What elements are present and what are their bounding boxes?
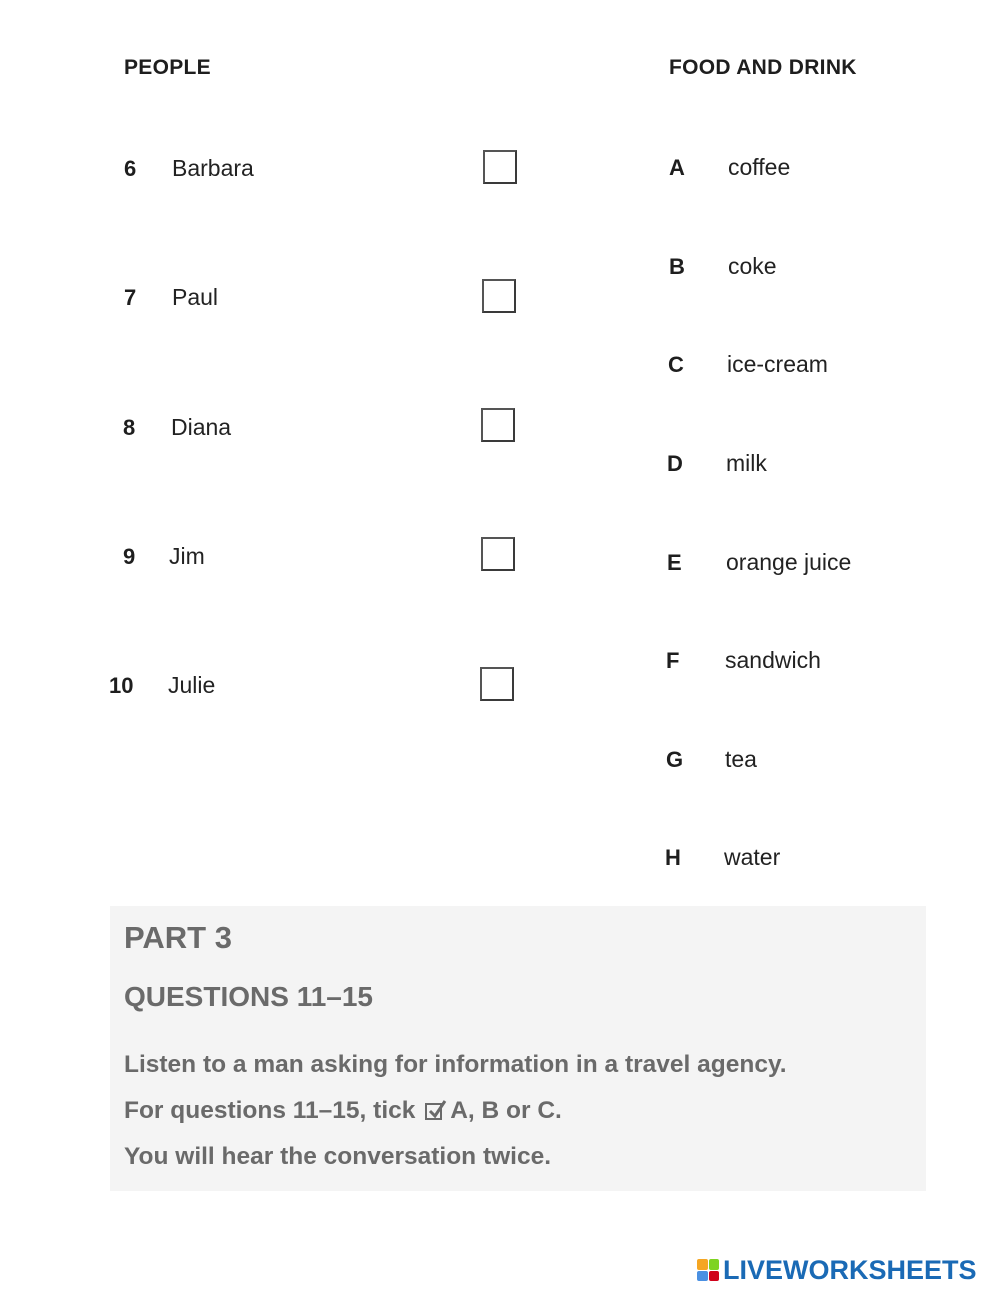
answer-box-9[interactable] — [481, 537, 515, 571]
person-name: Jim — [169, 543, 205, 569]
answer-box-6[interactable] — [483, 150, 517, 184]
part3-instruction-3: You will hear the conversation twice. — [124, 1143, 552, 1170]
part3-instruction-1: Listen to a man asking for information in a travel agency. — [124, 1051, 787, 1078]
question-number: 9 — [123, 544, 136, 569]
option-letter: F — [666, 648, 680, 673]
option-letter: A — [669, 155, 685, 180]
option-letter: E — [667, 550, 682, 575]
part3-instruction-2 — [124, 1097, 562, 1125]
option-letter: B — [669, 254, 685, 279]
food-item: ice-cream — [727, 351, 828, 377]
food-item: coke — [728, 253, 777, 279]
liveworksheets-logo[interactable] — [697, 1255, 977, 1285]
answer-box-7[interactable] — [482, 279, 516, 313]
person-name: Barbara — [172, 155, 254, 181]
tick-box-icon — [425, 1103, 442, 1120]
food-item: orange juice — [726, 549, 852, 575]
question-number: 10 — [109, 673, 134, 698]
brand-text: LIVEWORKSHEETS — [723, 1254, 977, 1285]
food-header: FOOD AND DRINK — [669, 56, 857, 79]
food-item: tea — [725, 746, 757, 772]
question-number: 8 — [123, 415, 136, 440]
part3-title: PART 3 — [124, 920, 232, 955]
part3-section — [110, 906, 926, 1191]
option-letter: D — [667, 451, 683, 476]
answer-box-10[interactable] — [480, 667, 514, 701]
part3-subtitle: QUESTIONS 11–15 — [124, 981, 374, 1012]
option-letter: C — [668, 352, 684, 377]
person-name: Julie — [168, 672, 216, 698]
liveworksheets-icon — [697, 1259, 719, 1281]
people-header: PEOPLE — [124, 56, 211, 79]
food-item: coffee — [728, 154, 791, 180]
food-item: water — [724, 844, 781, 870]
answer-box-8[interactable] — [481, 408, 515, 442]
person-name: Paul — [172, 284, 219, 310]
part3-instruction-2-start: For questions 11–15, tick — [124, 1097, 416, 1124]
food-item: sandwich — [725, 647, 821, 673]
option-letter: G — [666, 747, 684, 772]
question-number: 6 — [124, 156, 137, 181]
option-letter: H — [665, 845, 681, 870]
food-item: milk — [726, 450, 767, 476]
part3-instruction-2-end: A, B or C. — [450, 1097, 562, 1124]
question-number: 7 — [124, 285, 137, 310]
person-name: Diana — [171, 414, 232, 440]
